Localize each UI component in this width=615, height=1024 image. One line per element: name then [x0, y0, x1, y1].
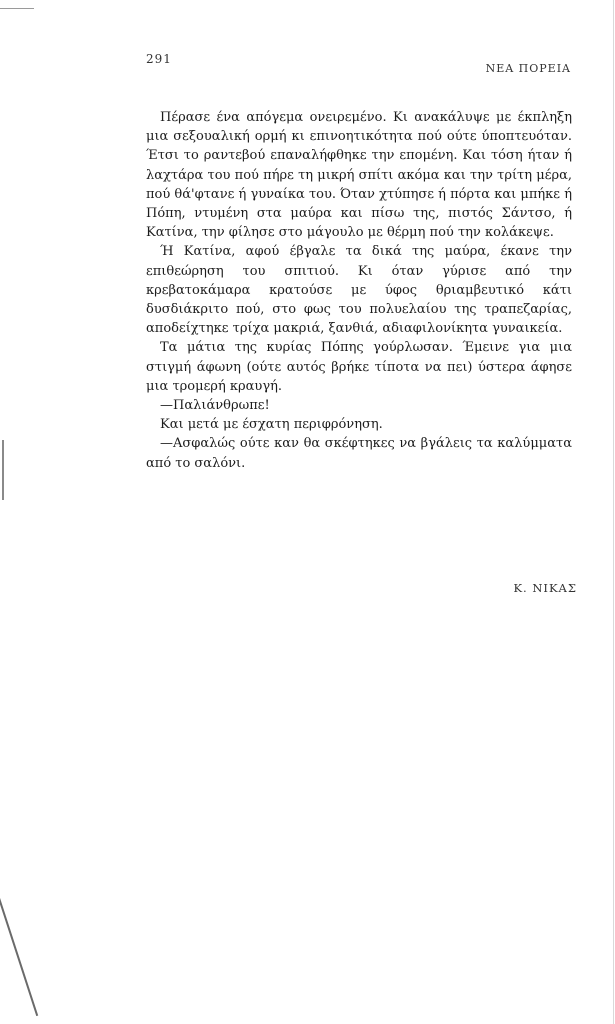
scan-artifact — [0, 854, 38, 1016]
page-number: 291 — [146, 52, 172, 66]
scan-artifact — [2, 440, 4, 500]
dialogue-line: —Παλιάνθρωπε! — [160, 398, 270, 414]
paragraph: Και μετά με έσχατη περιφρόνηση. — [160, 417, 383, 433]
paragraph: Πέρασε ένα απόγεμα ονειρεμένο. Κι ανακάλυψε με έκπληξη μια σεξουαλική ορμή κι επινοητικότητα πού ούτε ύποπτευόταν. Έτσι το ραντεβού επαναλήφθηκε την επομένη. Και τόση ήταν ή λαχτάρα του πού πήρε τη μικρή σπίτι ακόμα και την τρίτη μέρα, πού θά'φτανε ή γυναίκα του. Όταν χτύπησε ή πόρτα και μπήκε ή Πόπη, ντυμένη στα μαύρα και πίσω της, πιστός Σάντσο, ή Κατίνα, την φίλησε στο μάγουλο με θέρμη πού την κολάκεψε. — [146, 110, 572, 241]
paragraph: Τα μάτια της κυρίας Πόπης γούρλωσαν. Έμεινε για μια στιγμή άφωνη (ούτε αυτός βρήκε τίποτα να πει) ύστερα άφησε μια τρομερή κραυγή. — [146, 340, 572, 394]
story-text — [146, 108, 572, 473]
journal-title: ΝΕΑ ΠΟΡΕΙΑ — [485, 62, 571, 75]
author-signature: Κ. ΝΙΚΑΣ — [513, 581, 577, 595]
scan-edge-right — [613, 0, 614, 1024]
dialogue-line: —Ασφαλώς ούτε καν θα σκέφτηκες να βγάλεις τα καλύμματα από το σαλόνι. — [146, 436, 572, 471]
scan-edge-line — [0, 8, 34, 9]
paragraph: Ή Κατίνα, αφού έβγαλε τα δικά της μαύρα, έκανε την επιθεώρηση του σπιτιού. Κι όταν γύρισε από την κρεβατοκάμαρα κρατούσε με ύφος θριαμβευτικό κάτι δυσδιάκριτο πού, στο φως του πολυελαίου της τραπεζαρίας, αποδείχτηκε τρίχα μακριά, ξανθιά, αδιαφιλονίκητα γυναικεία. — [146, 244, 572, 337]
